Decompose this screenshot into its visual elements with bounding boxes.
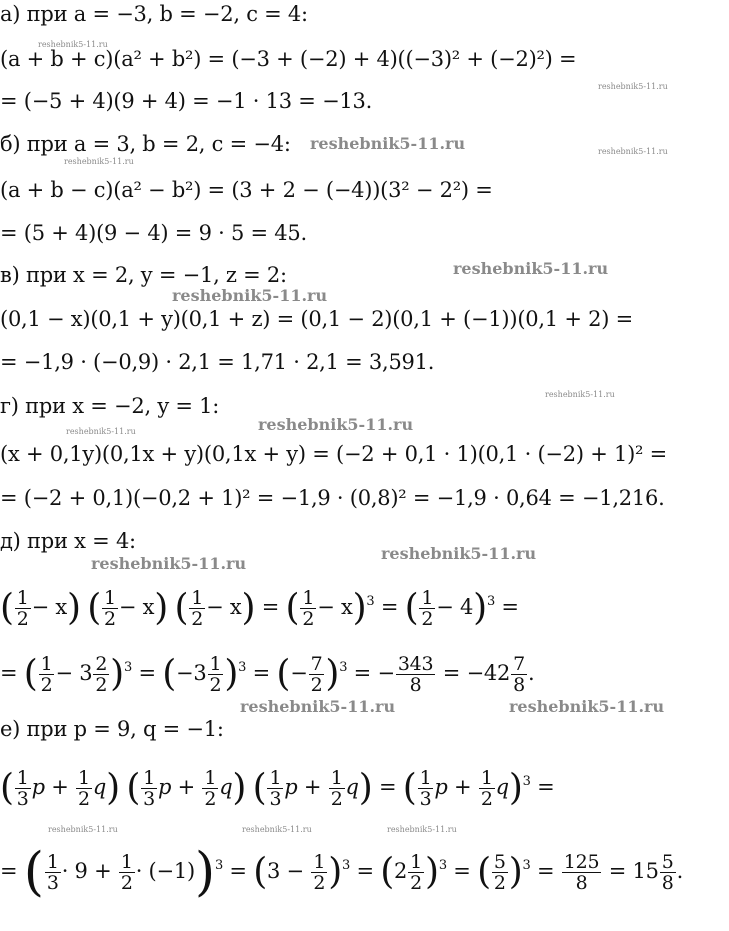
section-b-line1: (a + b − c)(a² − b²) = (3 + 2 − (−4))(3² − 2²) =: [0, 178, 493, 202]
watermark: reshebnik5-11.ru: [64, 157, 134, 166]
section-e-header: е) при p = 9, q = −1:: [0, 717, 224, 741]
fraction: $\frac{2}{2}$: [95, 653, 108, 696]
watermark: reshebnik5-11.ru: [258, 415, 414, 434]
watermark: reshebnik5-11.ru: [66, 427, 136, 436]
fraction: $\frac{1}{2}$: [209, 653, 222, 696]
fraction: $\frac{1}{2}$: [16, 587, 29, 630]
watermark: reshebnik5-11.ru: [172, 286, 328, 305]
fraction: $\frac{1}{2}$: [191, 587, 204, 630]
section-g-line2: = (−2 + 0,1)(−0,2 + 1)² = −1,9 · (0,8)² = −1,9 · 0,64 = −1,216.: [0, 486, 665, 510]
section-a-header: а) при a = −3, b = −2, c = 4:: [0, 2, 308, 26]
watermark: reshebnik5-11.ru: [91, 554, 247, 573]
watermark: reshebnik5-11.ru: [240, 697, 396, 716]
fraction: $\frac{1}{2}$: [313, 851, 326, 894]
section-e-line2: = ( $\frac{1}{3}$ · 9 + $\frac{1}{2}$ · (−1))$^3$ = (3 − $\frac{1}{2}$ )$^3$ = (2 $\frac{1}{2}$ )$^3$ = ( $\frac{5}{2}$ )$^3$ = $\frac{125}{8}$ = 15 $\frac{5}{8}$ .: [0, 842, 684, 903]
fraction: $\frac{1}{2}$: [410, 851, 423, 894]
section-b-header: б) при a = 3, b = 2, c = −4:: [0, 132, 291, 156]
watermark: reshebnik5-11.ru: [242, 825, 312, 834]
section-d-line2: = ( $\frac{1}{2}$ − 3 $\frac{2}{2}$ )$^3$ = (−3 $\frac{1}{2}$ )$^3$ = (− $\frac{7}{2}$ )$^3$ = − $\frac{343}{8}$ = −42 $\frac{7}{8}$ .: [0, 653, 535, 696]
fraction: $\frac{1}{3}$: [143, 767, 155, 810]
fraction: $\frac{1}{3}$: [419, 767, 432, 810]
watermark: reshebnik5-11.ru: [310, 134, 466, 153]
fraction: $\frac{1}{3}$: [46, 851, 59, 894]
fraction: $\frac{1}{2}$: [480, 767, 493, 810]
watermark: reshebnik5-11.ru: [38, 40, 108, 49]
watermark: reshebnik5-11.ru: [381, 544, 537, 563]
section-v-header: в) при x = 2, y = −1, z = 2:: [0, 263, 287, 287]
fraction: $\frac{1}{2}$: [40, 653, 53, 696]
section-a-line1: (a + b + c)(a² + b²) = (−3 + (−2) + 4)((−3)² + (−2)²) =: [0, 47, 577, 71]
fraction: $\frac{7}{2}$: [310, 653, 323, 696]
section-d-line1: ( $\frac{1}{2}$ − x) ( $\frac{1}{2}$ − x) ( $\frac{1}{2}$ − x) = ( $\frac{1}{2}$ − x)$^3$ = ( $\frac{1}{2}$ − 4)$^3$ =: [0, 587, 519, 630]
fraction: $\frac{1}{2}$: [302, 587, 315, 630]
fraction: $\frac{1}{2}$: [104, 587, 116, 630]
fraction: $\frac{7}{8}$: [513, 653, 525, 696]
section-d-header: д) при x = 4:: [0, 529, 136, 553]
fraction: $\frac{1}{2}$: [421, 587, 434, 630]
fraction: $\frac{1}{3}$: [16, 767, 29, 810]
fraction: $\frac{1}{2}$: [330, 767, 343, 810]
fraction: $\frac{5}{8}$: [661, 851, 674, 894]
section-v-line2: = −1,9 · (−0,9) · 2,1 = 1,71 · 2,1 = 3,591.: [0, 350, 435, 374]
fraction: $\frac{1}{3}$: [269, 767, 282, 810]
watermark: reshebnik5-11.ru: [545, 390, 615, 399]
section-e-line1: ( $\frac{1}{3}$ p + $\frac{1}{2}$ q) ( $\frac{1}{3}$ p + $\frac{1}{2}$ q) ( $\frac{1}{3}$ p + $\frac{1}{2}$ q) = ( $\frac{1}{3}$ p + $\frac{1}{2}$ q)$^3$ =: [0, 767, 555, 810]
section-g-line1: (x + 0,1y)(0,1x + y)(0,1x + y) = (−2 + 0,1 · 1)(0,1 · (−2) + 1)² =: [0, 442, 667, 466]
watermark: reshebnik5-11.ru: [387, 825, 457, 834]
fraction: $\frac{1}{2}$: [78, 767, 90, 810]
fraction: $\frac{343}{8}$: [397, 653, 434, 696]
fraction: $\frac{5}{2}$: [493, 851, 506, 894]
fraction: $\frac{125}{8}$: [563, 851, 600, 894]
watermark: reshebnik5-11.ru: [48, 825, 118, 834]
section-a-line2: = (−5 + 4)(9 + 4) = −1 · 13 = −13.: [0, 89, 373, 113]
fraction: $\frac{1}{2}$: [204, 767, 217, 810]
section-b-line2: = (5 + 4)(9 − 4) = 9 · 5 = 45.: [0, 221, 307, 245]
section-g-header: г) при x = −2, y = 1:: [0, 394, 220, 418]
watermark: reshebnik5-11.ru: [509, 697, 665, 716]
watermark: reshebnik5-11.ru: [598, 82, 668, 91]
fraction: $\frac{1}{2}$: [120, 851, 133, 894]
watermark: reshebnik5-11.ru: [598, 147, 668, 156]
watermark: reshebnik5-11.ru: [453, 259, 609, 278]
section-v-line1: (0,1 − x)(0,1 + y)(0,1 + z) = (0,1 − 2)(0,1 + (−1))(0,1 + 2) =: [0, 307, 633, 331]
